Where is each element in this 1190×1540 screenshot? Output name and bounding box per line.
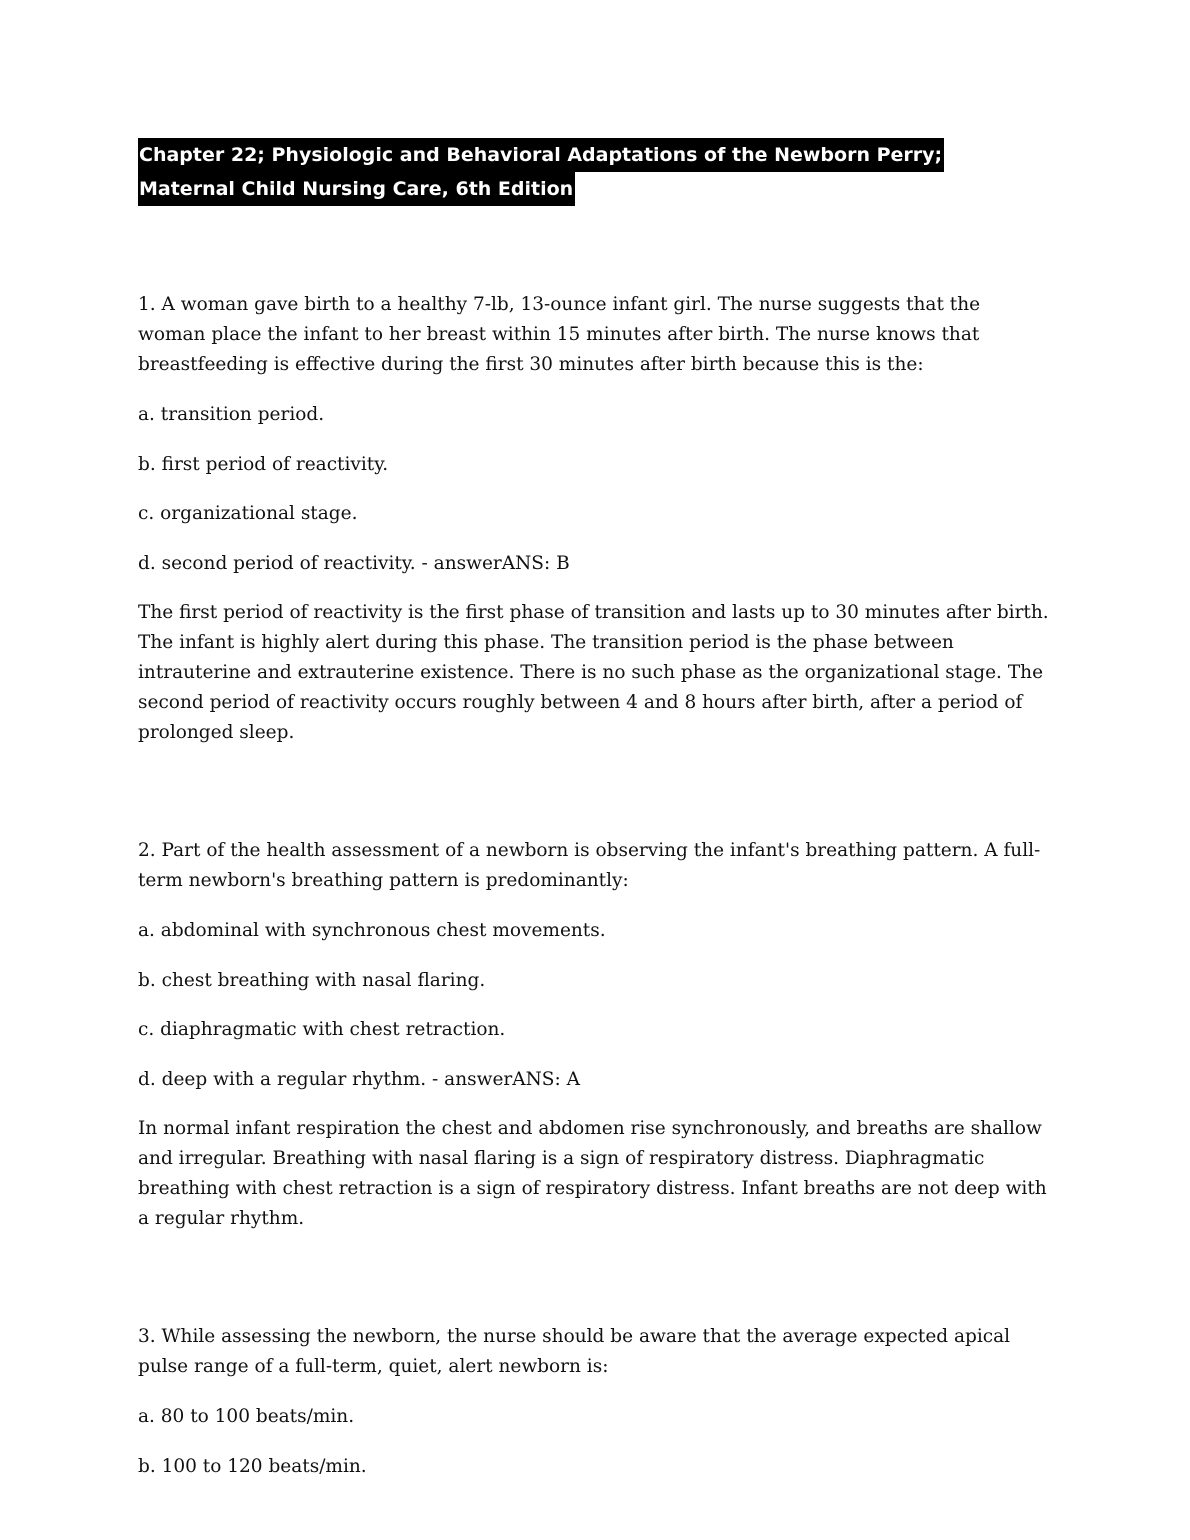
chapter-title-line-1: Chapter 22; Physiologic and Behavioral Adaptations of the Newborn Perry; [138, 138, 944, 172]
question-1 [138, 290, 1050, 748]
question-1-option-b: b. first period of reactivity. [138, 453, 389, 475]
question-1-option-d-answer: d. second period of reactivity. - answerANS: B [138, 552, 570, 574]
chapter-title [138, 138, 1050, 206]
question-3-option-b: b. 100 to 120 beats/min. [138, 1455, 367, 1477]
question-2-rationale: In normal infant respiration the chest and abdomen rise synchronously, and breaths are shallow and irregular. Breathing with nasal flaring is a sign of respiratory distress. Diaphragmatic breathing with chest retraction is a sign of respiratory distress. Infant breaths are not deep with a regular rhythm. [138, 1118, 1047, 1229]
question-1-option-c: c. organizational stage. [138, 503, 358, 524]
question-2-option-a: a. abdominal with synchronous chest movements. [138, 920, 606, 941]
question-3-stem: 3. While assessing the newborn, the nurse should be aware that the average expected apical pulse range of a full-term, quiet, alert newborn is: [138, 1326, 1011, 1377]
question-1-rationale: The first period of reactivity is the first phase of transition and lasts up to 30 minutes after birth. The infant is highly alert during this phase. The transition period is the phase between intrauterine and extrauterine existence. There is no such phase as the organizational stage. The second period of reactivity occurs roughly between 4 and 8 hours after birth, after a period of prolonged sleep. [138, 602, 1049, 743]
question-2-option-c: c. diaphragmatic with chest retraction. [138, 1019, 506, 1040]
question-spacer [138, 768, 1050, 836]
question-3-option-a: a. 80 to 100 beats/min. [138, 1406, 355, 1427]
question-2-stem: 2. Part of the health assessment of a newborn is observing the infant's breathing pattern. A full-term newborn's breathing pattern is predominantly: [138, 840, 1041, 891]
question-spacer [138, 1254, 1050, 1322]
document-page [138, 138, 1050, 1501]
question-1-option-a: a. transition period. [138, 404, 325, 425]
question-2 [138, 836, 1050, 1234]
question-3 [138, 1322, 1050, 1482]
question-2-option-b: b. chest breathing with nasal flaring. [138, 969, 486, 991]
chapter-title-line-2: Maternal Child Nursing Care, 6th Edition [138, 172, 575, 206]
question-1-stem: 1. A woman gave birth to a healthy 7-lb, 13-ounce infant girl. The nurse suggests that the woman place the infant to her breast within 15 minutes after birth. The nurse knows that breastfeeding is effective during the first 30 minutes after birth because this is the: [138, 294, 981, 375]
question-2-option-d-answer: d. deep with a regular rhythm. - answerANS: A [138, 1068, 580, 1090]
